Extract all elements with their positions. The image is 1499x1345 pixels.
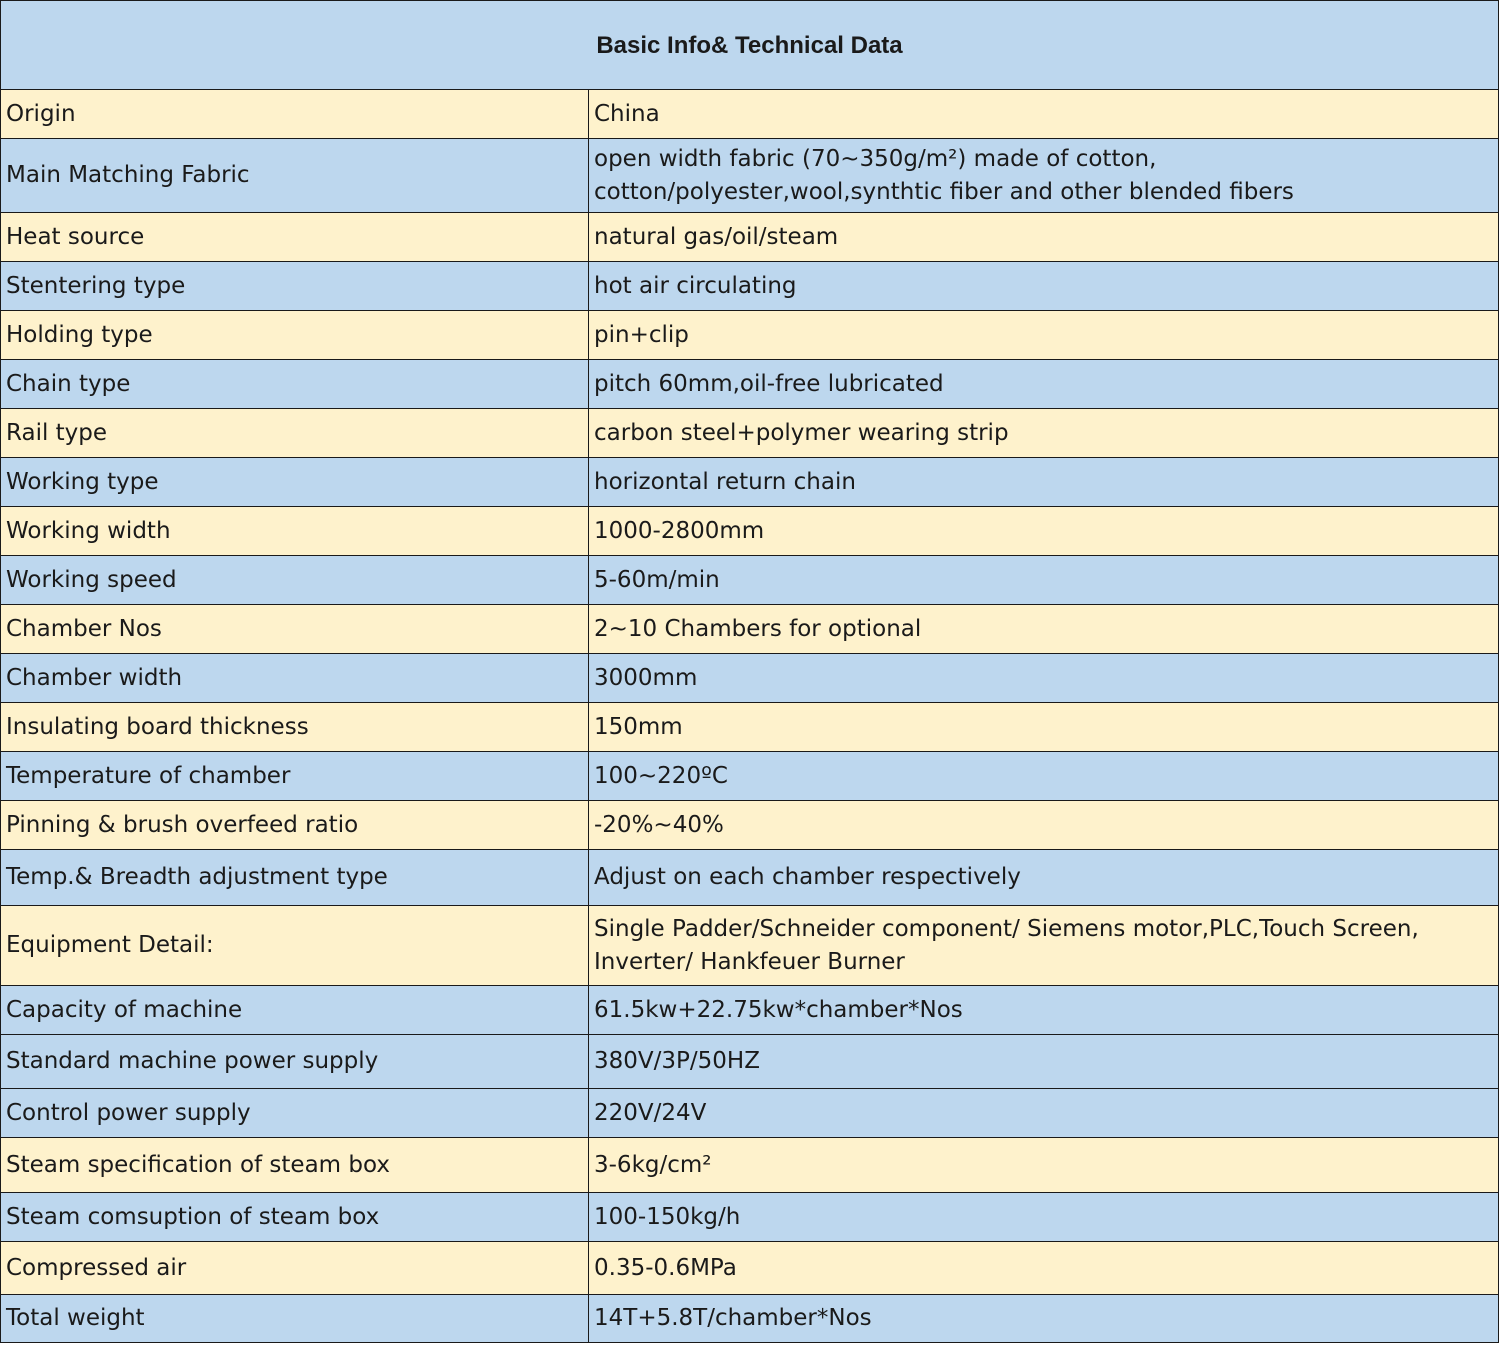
row-label: Steam comsuption of steam box	[1, 1193, 589, 1242]
table-row	[1, 654, 1499, 703]
table-row	[1, 986, 1499, 1035]
table-row	[1, 752, 1499, 801]
table-row	[1, 1242, 1499, 1295]
row-label: Insulating board thickness	[1, 703, 589, 752]
table-row	[1, 360, 1499, 409]
row-label: Working speed	[1, 556, 589, 605]
row-value: 150mm	[589, 703, 1499, 752]
table-row	[1, 605, 1499, 654]
row-value: pitch 60mm,oil-free lubricated	[589, 360, 1499, 409]
row-label: Equipment Detail:	[1, 906, 589, 986]
row-label: Chamber width	[1, 654, 589, 703]
row-label: Heat source	[1, 213, 589, 262]
table-row	[1, 703, 1499, 752]
row-label: Chamber Nos	[1, 605, 589, 654]
row-label: Rail type	[1, 409, 589, 458]
row-label: Origin	[1, 90, 589, 139]
row-value: 3000mm	[589, 654, 1499, 703]
row-value: Single Padder/Schneider component/ Siemens motor,PLC,Touch Screen, Inverter/ Hankfeuer Burner	[589, 906, 1499, 986]
row-label: Capacity of machine	[1, 986, 589, 1035]
table-row	[1, 1089, 1499, 1138]
row-value: 2~10 Chambers for optional	[589, 605, 1499, 654]
row-value: horizontal return chain	[589, 458, 1499, 507]
row-value: 1000-2800mm	[589, 507, 1499, 556]
row-value: 0.35-0.6MPa	[589, 1242, 1499, 1295]
row-value: pin+clip	[589, 311, 1499, 360]
row-label: Stentering type	[1, 262, 589, 311]
table-row	[1, 556, 1499, 605]
row-value: 5-60m/min	[589, 556, 1499, 605]
table-title-row	[1, 1, 1499, 90]
row-value: 14T+5.8T/chamber*Nos	[589, 1295, 1499, 1343]
table-row	[1, 1295, 1499, 1343]
row-label: Holding type	[1, 311, 589, 360]
table-row	[1, 507, 1499, 556]
row-label: Main Matching Fabric	[1, 139, 589, 213]
table-row	[1, 213, 1499, 262]
row-label: Control power supply	[1, 1089, 589, 1138]
row-label: Standard machine power supply	[1, 1035, 589, 1089]
table-row	[1, 311, 1499, 360]
table-row	[1, 262, 1499, 311]
row-value: natural gas/oil/steam	[589, 213, 1499, 262]
row-value: 380V/3P/50HZ	[589, 1035, 1499, 1089]
row-label: Temperature of chamber	[1, 752, 589, 801]
row-label: Working type	[1, 458, 589, 507]
row-value: Adjust on each chamber respectively	[589, 850, 1499, 906]
row-value: 3-6kg/cm²	[589, 1138, 1499, 1193]
row-value: 100~220ºC	[589, 752, 1499, 801]
table-title: Basic Info& Technical Data	[1, 1, 1499, 90]
row-value: open width fabric (70~350g/m²) made of cotton, cotton/polyester,wool,synthtic fiber and other blended fibers	[589, 139, 1499, 213]
row-value: 220V/24V	[589, 1089, 1499, 1138]
row-label: Chain type	[1, 360, 589, 409]
table-row	[1, 90, 1499, 139]
table-row	[1, 1193, 1499, 1242]
table-row	[1, 1138, 1499, 1193]
row-value: 100-150kg/h	[589, 1193, 1499, 1242]
table-row	[1, 801, 1499, 850]
table-row	[1, 458, 1499, 507]
table-row	[1, 139, 1499, 213]
row-value: China	[589, 90, 1499, 139]
row-value: carbon steel+polymer wearing strip	[589, 409, 1499, 458]
row-value: hot air circulating	[589, 262, 1499, 311]
table-row	[1, 850, 1499, 906]
row-value: -20%~40%	[589, 801, 1499, 850]
row-label: Compressed air	[1, 1242, 589, 1295]
table-row	[1, 409, 1499, 458]
row-label: Pinning & brush overfeed ratio	[1, 801, 589, 850]
row-label: Temp.& Breadth adjustment type	[1, 850, 589, 906]
table-row	[1, 906, 1499, 986]
row-label: Working width	[1, 507, 589, 556]
row-label: Steam specification of steam box	[1, 1138, 589, 1193]
row-value: 61.5kw+22.75kw*chamber*Nos	[589, 986, 1499, 1035]
row-label: Total weight	[1, 1295, 589, 1343]
table-row	[1, 1035, 1499, 1089]
